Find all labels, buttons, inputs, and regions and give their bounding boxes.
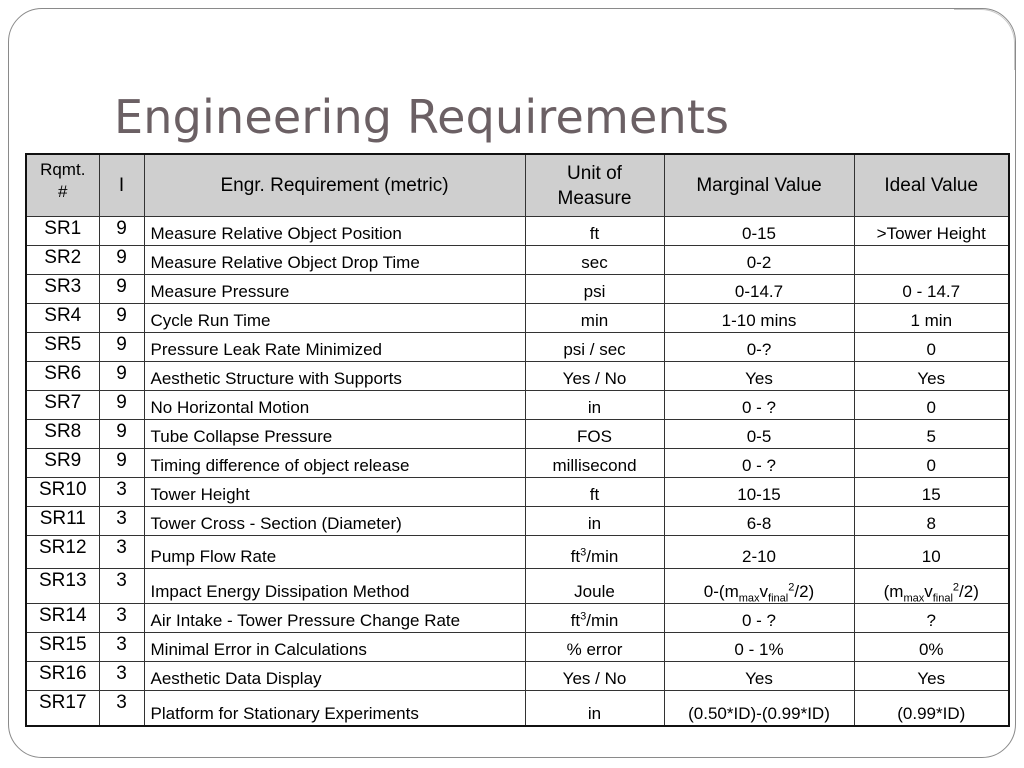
- cell-unit: FOS: [525, 420, 664, 449]
- header-unit-line2: Measure: [557, 187, 632, 209]
- table-header-row: [26, 154, 1009, 217]
- cell-importance: 9: [99, 391, 144, 420]
- header-requirement: Engr. Requirement (metric): [144, 154, 525, 217]
- cell-marginal: 0-5: [664, 420, 854, 449]
- cell-unit: Joule: [525, 569, 664, 604]
- cell-ideal: Yes: [854, 362, 1009, 391]
- table-row: [26, 633, 1009, 662]
- cell-req-id: SR11: [26, 507, 99, 536]
- cell-importance: 3: [99, 536, 144, 569]
- header-importance: I: [99, 154, 144, 217]
- cell-unit: [525, 536, 664, 569]
- cell-requirement: Minimal Error in Calculations: [144, 633, 525, 662]
- formula-part: (m: [883, 582, 904, 601]
- cell-requirement: Pump Flow Rate: [144, 536, 525, 569]
- cell-ideal: Yes: [854, 662, 1009, 691]
- cell-marginal: 0-15: [664, 217, 854, 246]
- cell-req-id: SR4: [26, 304, 99, 333]
- cell-marginal: 0-14.7: [664, 275, 854, 304]
- cell-marginal: 6-8: [664, 507, 854, 536]
- table-row: [26, 275, 1009, 304]
- cell-req-id: SR2: [26, 246, 99, 275]
- decorative-corner-curve: [954, 9, 1015, 70]
- cell-requirement: Timing difference of object release: [144, 449, 525, 478]
- unit-base: ft: [570, 547, 581, 566]
- cell-requirement: Aesthetic Data Display: [144, 662, 525, 691]
- cell-ideal: 0: [854, 333, 1009, 362]
- requirements-table: [25, 153, 1010, 727]
- cell-requirement: Aesthetic Structure with Supports: [144, 362, 525, 391]
- cell-req-id: SR16: [26, 662, 99, 691]
- cell-req-id: SR15: [26, 633, 99, 662]
- unit-suffix: /min: [586, 611, 619, 630]
- table-row: [26, 420, 1009, 449]
- cell-requirement: Impact Energy Dissipation Method: [144, 569, 525, 604]
- header-ideal-value: Ideal Value: [854, 154, 1009, 217]
- formula-superscript: 2: [952, 581, 960, 594]
- table-row: [26, 604, 1009, 633]
- cell-requirement: Cycle Run Time: [144, 304, 525, 333]
- formula-subscript: max: [903, 592, 925, 605]
- cell-importance: 3: [99, 507, 144, 536]
- cell-ideal: 15: [854, 478, 1009, 507]
- cell-importance: 9: [99, 275, 144, 304]
- cell-req-id: SR13: [26, 569, 99, 604]
- cell-unit: % error: [525, 633, 664, 662]
- cell-importance: 9: [99, 420, 144, 449]
- cell-ideal: 10: [854, 536, 1009, 569]
- table-row: [26, 536, 1009, 569]
- table-row: [26, 391, 1009, 420]
- cell-marginal: 0 - ?: [664, 391, 854, 420]
- cell-importance: 3: [99, 478, 144, 507]
- cell-importance: 3: [99, 633, 144, 662]
- unit-suffix: /min: [586, 547, 619, 566]
- table-row: [26, 691, 1009, 727]
- cell-unit: psi / sec: [525, 333, 664, 362]
- cell-requirement: Tower Cross - Section (Diameter): [144, 507, 525, 536]
- cell-requirement: Measure Pressure: [144, 275, 525, 304]
- cell-ideal: ?: [854, 604, 1009, 633]
- cell-marginal: (0.50*ID)-(0.99*ID): [664, 691, 854, 727]
- cell-req-id: SR9: [26, 449, 99, 478]
- cell-ideal: 0%: [854, 633, 1009, 662]
- header-marginal-value: Marginal Value: [664, 154, 854, 217]
- formula-superscript: 2: [788, 581, 795, 594]
- table-row: [26, 569, 1009, 604]
- cell-req-id: SR10: [26, 478, 99, 507]
- cell-importance: 3: [99, 662, 144, 691]
- table-row: [26, 217, 1009, 246]
- header-reqnum-line1: Rqmt.: [40, 160, 86, 179]
- cell-req-id: SR17: [26, 691, 99, 727]
- cell-importance: 3: [99, 604, 144, 633]
- slide-title: Engineering Requirements: [114, 90, 730, 144]
- table-row: [26, 333, 1009, 362]
- cell-ideal: 5: [854, 420, 1009, 449]
- cell-unit: Yes / No: [525, 362, 664, 391]
- cell-unit: ft: [525, 478, 664, 507]
- formula-subscript: final: [768, 592, 789, 605]
- cell-ideal: 0: [854, 449, 1009, 478]
- formula-part: v: [924, 582, 933, 601]
- cell-ideal: >Tower Height: [854, 217, 1009, 246]
- cell-ideal: (0.99*ID): [854, 691, 1009, 727]
- formula-part: v: [759, 582, 769, 601]
- header-requirement-number: [26, 154, 99, 217]
- cell-requirement: Measure Relative Object Position: [144, 217, 525, 246]
- cell-importance: 3: [99, 569, 144, 604]
- cell-importance: 3: [99, 691, 144, 727]
- cell-unit: psi: [525, 275, 664, 304]
- cell-marginal: 0-2: [664, 246, 854, 275]
- cell-importance: 9: [99, 449, 144, 478]
- cell-req-id: SR3: [26, 275, 99, 304]
- cell-importance: 9: [99, 333, 144, 362]
- cell-ideal: 1 min: [854, 304, 1009, 333]
- cell-marginal: [664, 569, 854, 604]
- cell-req-id: SR14: [26, 604, 99, 633]
- table-row: [26, 507, 1009, 536]
- cell-requirement: Tube Collapse Pressure: [144, 420, 525, 449]
- cell-req-id: SR12: [26, 536, 99, 569]
- cell-requirement: Air Intake - Tower Pressure Change Rate: [144, 604, 525, 633]
- cell-marginal: Yes: [664, 662, 854, 691]
- formula-subscript: max: [738, 592, 760, 605]
- cell-requirement: Tower Height: [144, 478, 525, 507]
- cell-unit: in: [525, 691, 664, 727]
- formula-part: 0-(m: [703, 582, 739, 601]
- cell-marginal: 10-15: [664, 478, 854, 507]
- cell-marginal: 0-?: [664, 333, 854, 362]
- table-row: [26, 246, 1009, 275]
- cell-marginal: 1-10 mins: [664, 304, 854, 333]
- cell-importance: 9: [99, 304, 144, 333]
- cell-importance: 9: [99, 217, 144, 246]
- cell-marginal: 0 - ?: [664, 449, 854, 478]
- cell-marginal: 0 - 1%: [664, 633, 854, 662]
- formula-part: /2): [959, 582, 979, 601]
- table-row: [26, 449, 1009, 478]
- header-reqnum-line2: #: [58, 182, 68, 201]
- formula-subscript: final: [932, 592, 953, 605]
- cell-ideal: 0: [854, 391, 1009, 420]
- table-row: [26, 362, 1009, 391]
- cell-unit: Yes / No: [525, 662, 664, 691]
- cell-unit: millisecond: [525, 449, 664, 478]
- cell-importance: 9: [99, 362, 144, 391]
- cell-req-id: SR8: [26, 420, 99, 449]
- cell-requirement: No Horizontal Motion: [144, 391, 525, 420]
- cell-marginal: Yes: [664, 362, 854, 391]
- cell-req-id: SR1: [26, 217, 99, 246]
- header-unit-line1: Unit of: [567, 162, 622, 184]
- cell-requirement: Platform for Stationary Experiments: [144, 691, 525, 727]
- cell-unit: min: [525, 304, 664, 333]
- requirements-table-container: [25, 153, 1008, 727]
- cell-marginal: 0 - ?: [664, 604, 854, 633]
- cell-importance: 9: [99, 246, 144, 275]
- table-row: [26, 304, 1009, 333]
- cell-requirement: Pressure Leak Rate Minimized: [144, 333, 525, 362]
- header-unit: [525, 154, 664, 217]
- cell-ideal: [854, 246, 1009, 275]
- cell-marginal: 2-10: [664, 536, 854, 569]
- cell-requirement: Measure Relative Object Drop Time: [144, 246, 525, 275]
- cell-ideal: [854, 569, 1009, 604]
- unit-superscript: 3: [580, 610, 587, 623]
- cell-req-id: SR6: [26, 362, 99, 391]
- table-row: [26, 662, 1009, 691]
- cell-unit: sec: [525, 246, 664, 275]
- cell-ideal: 8: [854, 507, 1009, 536]
- cell-unit: in: [525, 507, 664, 536]
- cell-unit: [525, 604, 664, 633]
- cell-ideal: 0 - 14.7: [854, 275, 1009, 304]
- cell-unit: ft: [525, 217, 664, 246]
- table-row: [26, 478, 1009, 507]
- cell-unit: in: [525, 391, 664, 420]
- unit-base: ft: [570, 611, 581, 630]
- cell-req-id: SR5: [26, 333, 99, 362]
- formula-part: /2): [794, 582, 815, 601]
- cell-req-id: SR7: [26, 391, 99, 420]
- unit-superscript: 3: [580, 546, 587, 559]
